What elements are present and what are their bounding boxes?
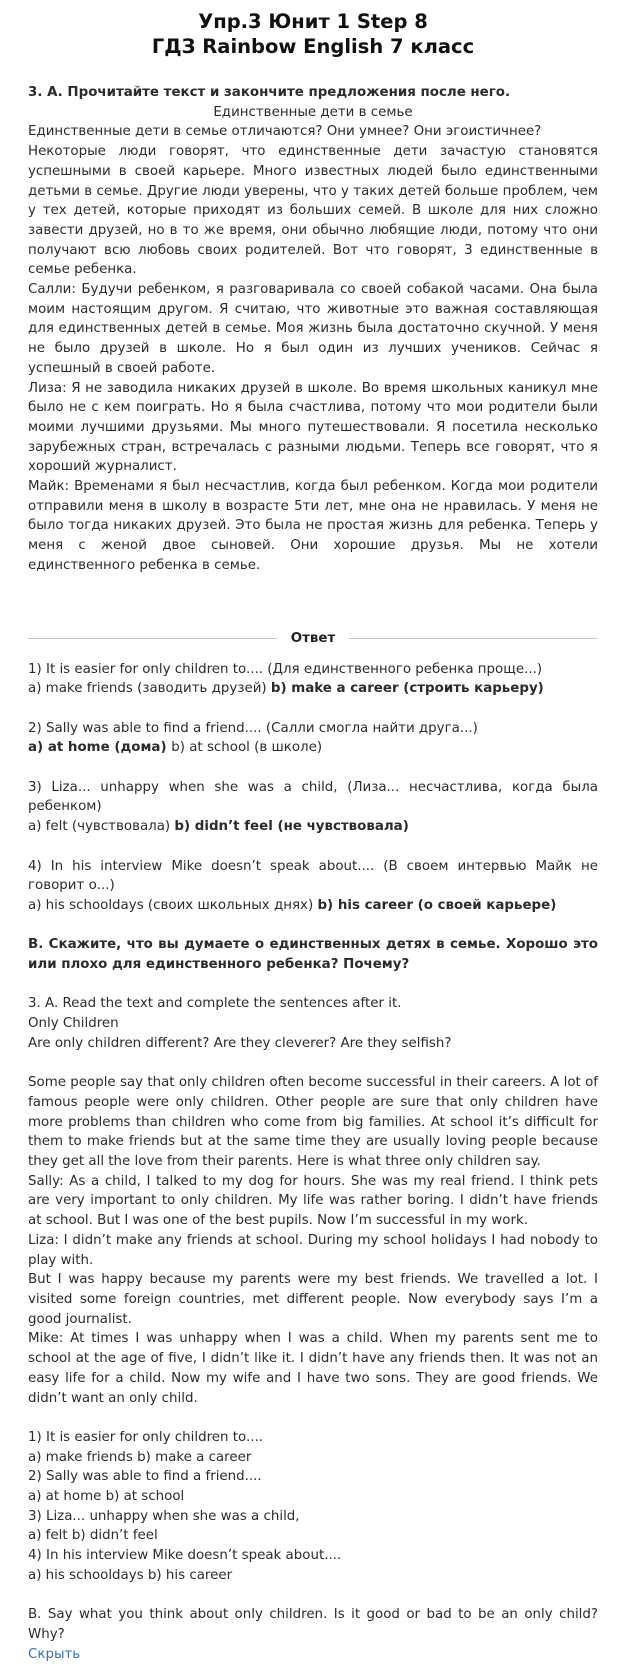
answer-question: 3) Liza... unhappy when she was a child, (Лиза... несчастлива, когда была ребенком): [28, 779, 598, 815]
option-a: a) felt (чувствовала): [28, 819, 175, 835]
original-paragraph: Sally: As a child, I talked to my dog for hours. She was my real friend. I think pets are very important to only children. My life was rather boring. I didn’t have friends at school. But I was one of the best pupils. Now I’m successful in my work.: [28, 1173, 598, 1229]
exercise-line: 1) It is easier for only children to....: [28, 1429, 264, 1445]
exercise-line: a) make friends b) make a career: [28, 1449, 252, 1465]
exercise-line: a) his schooldays b) his career: [28, 1567, 233, 1583]
original-task-b: B. Say what you think about only children. Is it good or bad to be an only child? Why?: [28, 1607, 598, 1642]
answers: [28, 660, 598, 1664]
content: [28, 0, 598, 1664]
exercise-line: 3) Liza... unhappy when she was a child,: [28, 1508, 300, 1524]
option-a: a) at home (дома): [28, 740, 172, 756]
option-a: a) make friends (заводить друзей): [28, 681, 271, 697]
original-paragraph: But I was happy because my parents were my best friends. We travelled a lot. I visited some foreign countries, met different people. Now everybody says I’m a good journalist.: [28, 1272, 598, 1327]
option-b: b) didn’t feel (не чувствовала): [174, 819, 409, 835]
exercise-line: 2) Sally was able to find a friend....: [28, 1469, 262, 1485]
answer-options: [28, 738, 598, 758]
answer-options: [28, 817, 598, 837]
exercise-line: 4) In his interview Mike doesn’t speak about....: [28, 1548, 342, 1564]
title-line-1: Упр.3 Юнит 1 Step 8: [198, 10, 428, 33]
hide-link[interactable]: Скрыть: [28, 1646, 81, 1662]
answer-options: [28, 679, 598, 699]
paragraph: Некоторые люди говорят, что единственные дети зачастую становятся успешными в своей карьере. Много известных людей было единственными детьми в семье. Другие люди уверены, что у таких детей больше проблем, чем у тех детей, которые приходят из больших семей. В школе для них сложно завести друзей, но в то же время, они обычно любящие люди, потому что они получают всю любовь своих родителей. Вот что говорят, 3 единственные в семье ребенка.: [28, 144, 598, 278]
exercise-line: a) felt b) didn’t feel: [28, 1528, 158, 1544]
text-title: Единственные дети в семье: [213, 104, 413, 120]
exercise-line: a) at home b) at school: [28, 1489, 185, 1504]
option-b: b) his career (о своей карьере): [317, 897, 557, 913]
title-line-2: ГДЗ Rainbow English 7 класс: [151, 35, 475, 58]
paragraph: Лиза: Я не заводила никаких друзей в школе. Во время школьных каникул мне было не с кем поиграть. Но я была счастлива, потому что мои родители были моими лучшими друзьями. Мы много путешествовали. Я посетила несколько зарубежных стран, встречалась с разными людьми. Теперь все говорят, что я хороший журналист.: [28, 380, 598, 475]
paragraph: Салли: Будучи ребенком, я разговаривала со своей собакой часами. Она была моим настоящим другом. Я считаю, что животные это важная составляющая для единственных детей в семье. Моя жизнь была достаточно скучной. У меня не было друзей в школе. Но я был один из лучших учеников. Сейчас я успешный в своей работе.: [28, 282, 598, 376]
original-line: Are only children different? Are they cleverer? Are they selfish?: [28, 1035, 452, 1051]
paragraph: Единственные дети в семье отличаются? Они умнее? Они эгоистичнее?: [28, 124, 542, 140]
divider-line: [349, 638, 598, 639]
answer-question: 2) Sally was able to find a friend.... (Салли смогла найти друга...): [28, 720, 478, 736]
answer-question: 4) In his interview Mike doesn’t speak about.... (В своем интервью Майк не говорит о...): [28, 858, 598, 894]
original-line: Only Children: [28, 1016, 119, 1032]
answer-divider: [28, 630, 598, 648]
original-paragraph: Liza: I didn’t make any friends at school. During my school holidays I had nobody to play with.: [28, 1232, 598, 1268]
original-paragraph: Mike: At times I was unhappy when I was a child. When my parents sent me to school at the age of five, I didn’t like it. I didn’t have any friends then. It was not an easy life for a child. Now my wife and I have two sons. They are good friends. We didn’t want an only child.: [28, 1331, 598, 1406]
option-b: b) at school (в школе): [171, 740, 323, 756]
option-a: a) his schooldays (своих школьных днях): [28, 897, 318, 913]
page-title: [28, 9, 598, 59]
task-heading: 3. A. Прочитайте текст и закончите предложения после него.: [28, 85, 511, 100]
paragraph: Майк: Временами я был несчастлив, когда был ребенком. Когда мои родители отправили меня в школу в возрасте 5ти лет, мне она не нравилась. У меня не было тогда никаких друзей. Это была не простая жизнь для ребенка. Теперь у меня с женой двое сыновей. Они хорошие друзья. Мы не хотели единственного ребенка в семье.: [28, 479, 598, 573]
task-b: B. Скажите, что вы думаете о единственных детях в семье. Хорошо это или плохо для единственного ребенка? Почему?: [28, 937, 598, 973]
russian-task: [28, 83, 598, 576]
original-line: 3. A. Read the text and complete the sentences after it.: [28, 996, 402, 1012]
answer-label: Ответ: [290, 631, 336, 647]
answer-options: [28, 896, 598, 916]
divider-line: [28, 638, 277, 639]
original-paragraph: Some people say that only children often become successful in their careers. A lot of famous people were only children. Other people are sure that only children have more problems than children who come from big families. At school it’s difficult for them to make friends but at the same time they are usually loving people because they get all the love from their parents. Here is what three only children say.: [28, 1075, 598, 1170]
answer-question: 1) It is easier for only children to.... (Для единственного ребенка проще...): [28, 661, 543, 677]
option-b: b) make a career (строить карьеру): [270, 681, 544, 697]
